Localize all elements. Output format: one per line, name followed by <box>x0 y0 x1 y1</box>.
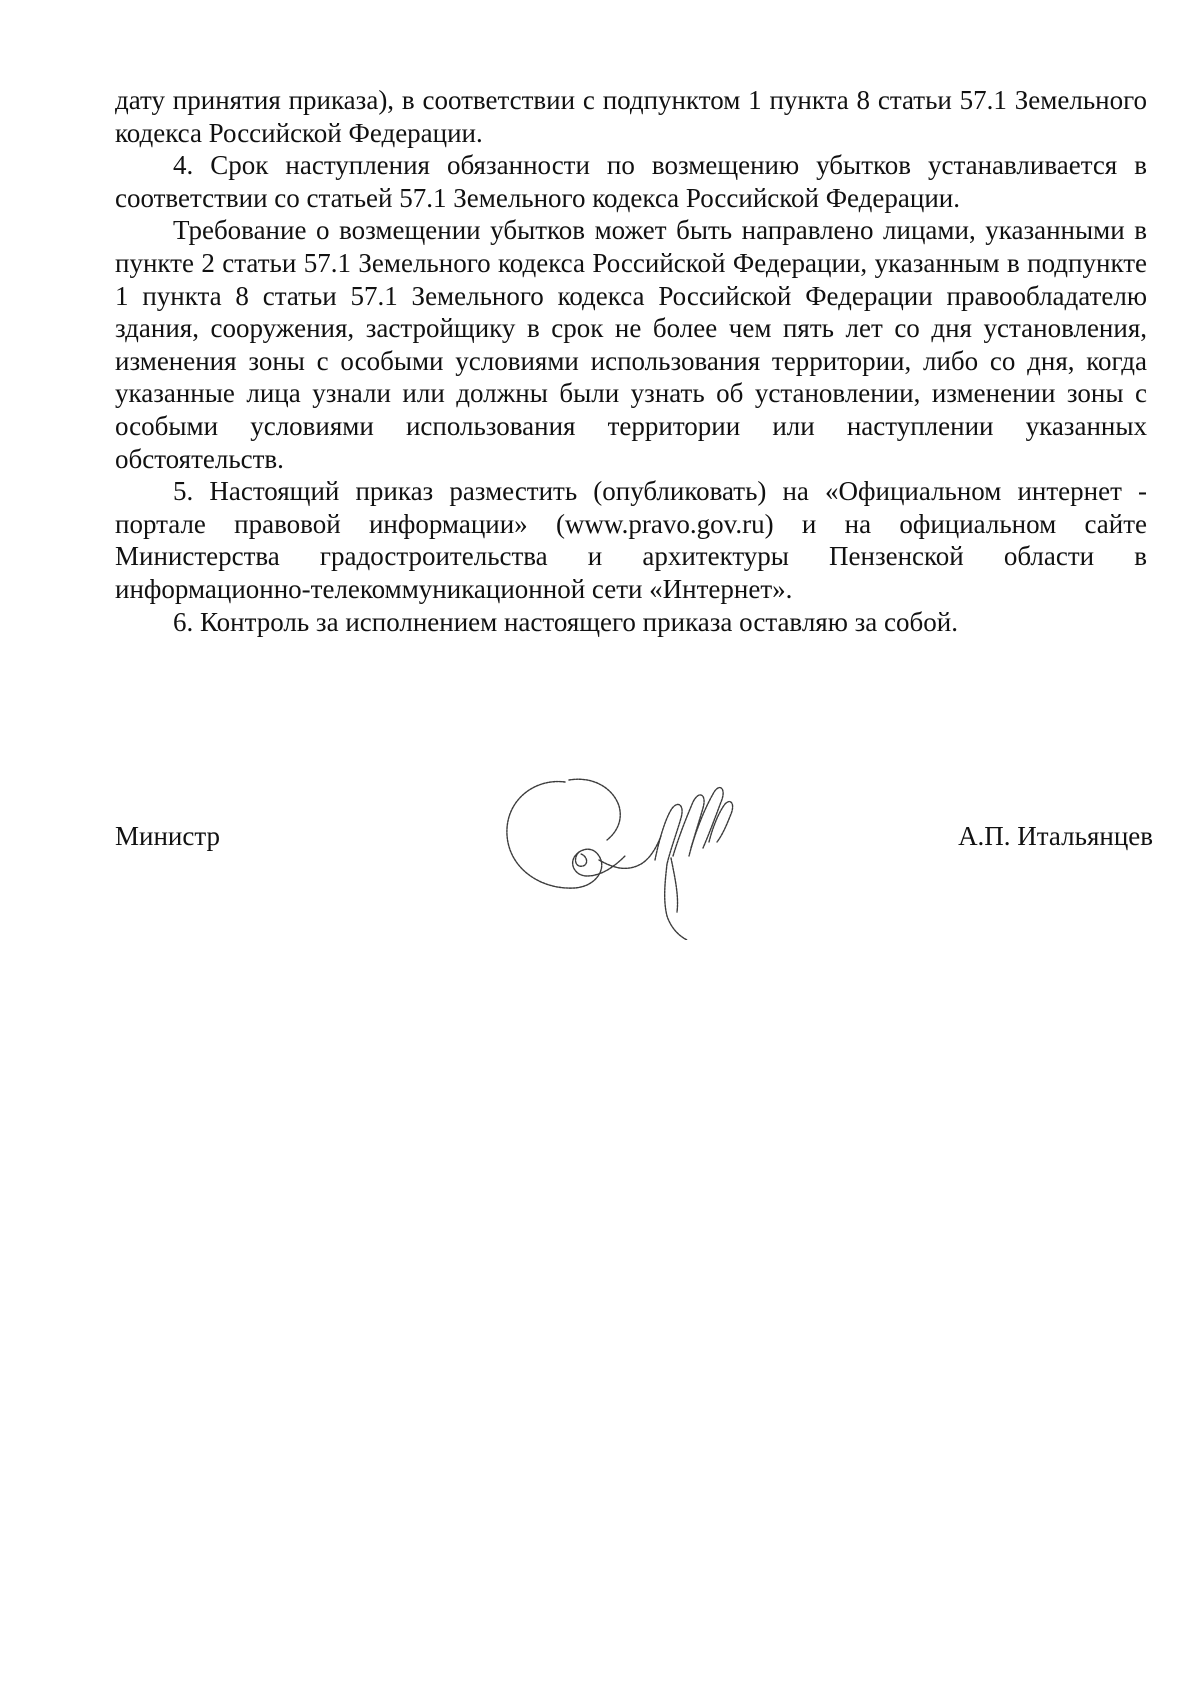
paragraph-continuation: дату принятия приказа), в соответствии с подпунктом 1 пункта 8 статьи 57.1 Земельного кодекса Российской Федерации. <box>115 85 1147 148</box>
document-body <box>115 84 1147 638</box>
paragraph-damages-claim: Требование о возмещении убытков может быть направлено лицами, указанными в пункте 2 статьи 57.1 Земельного кодекса Российской Федерации, указанным в подпункте 1 пункта 8 статьи 57.1 Земельного кодекса Российской Федерации правообладателю здания, сооружения, застройщику в срок не более чем пять лет со дня установления, изменения зоны с особыми условиями использования территории, либо со дня, когда указанные лица узнали или должны были узнать об установлении, изменении зоны с особыми условиями использования территории или наступлении указанных обстоятельств. <box>115 215 1147 474</box>
handwritten-signature-image <box>495 760 775 940</box>
paragraph-item-6: 6. Контроль за исполнением настоящего приказа оставляю за собой. <box>173 606 958 637</box>
paragraph-item-4: 4. Срок наступления обязанности по возмещению убытков устанавливается в соответствии со статьей 57.1 Земельного кодекса Российской Федерации. <box>115 150 1147 213</box>
signer-name: А.П. Итальянцев <box>958 821 1153 851</box>
paragraph-item-5: 5. Настоящий приказ разместить (опубликовать) на «Официальном интернет - портале правовой информации» (www.pravo.gov.ru) и на официальном сайте Министерства градостроительства и архитектуры Пензенской области в информационно-телекоммуникационной сети «Интернет». <box>115 476 1147 604</box>
signer-position: Министр <box>115 821 220 851</box>
